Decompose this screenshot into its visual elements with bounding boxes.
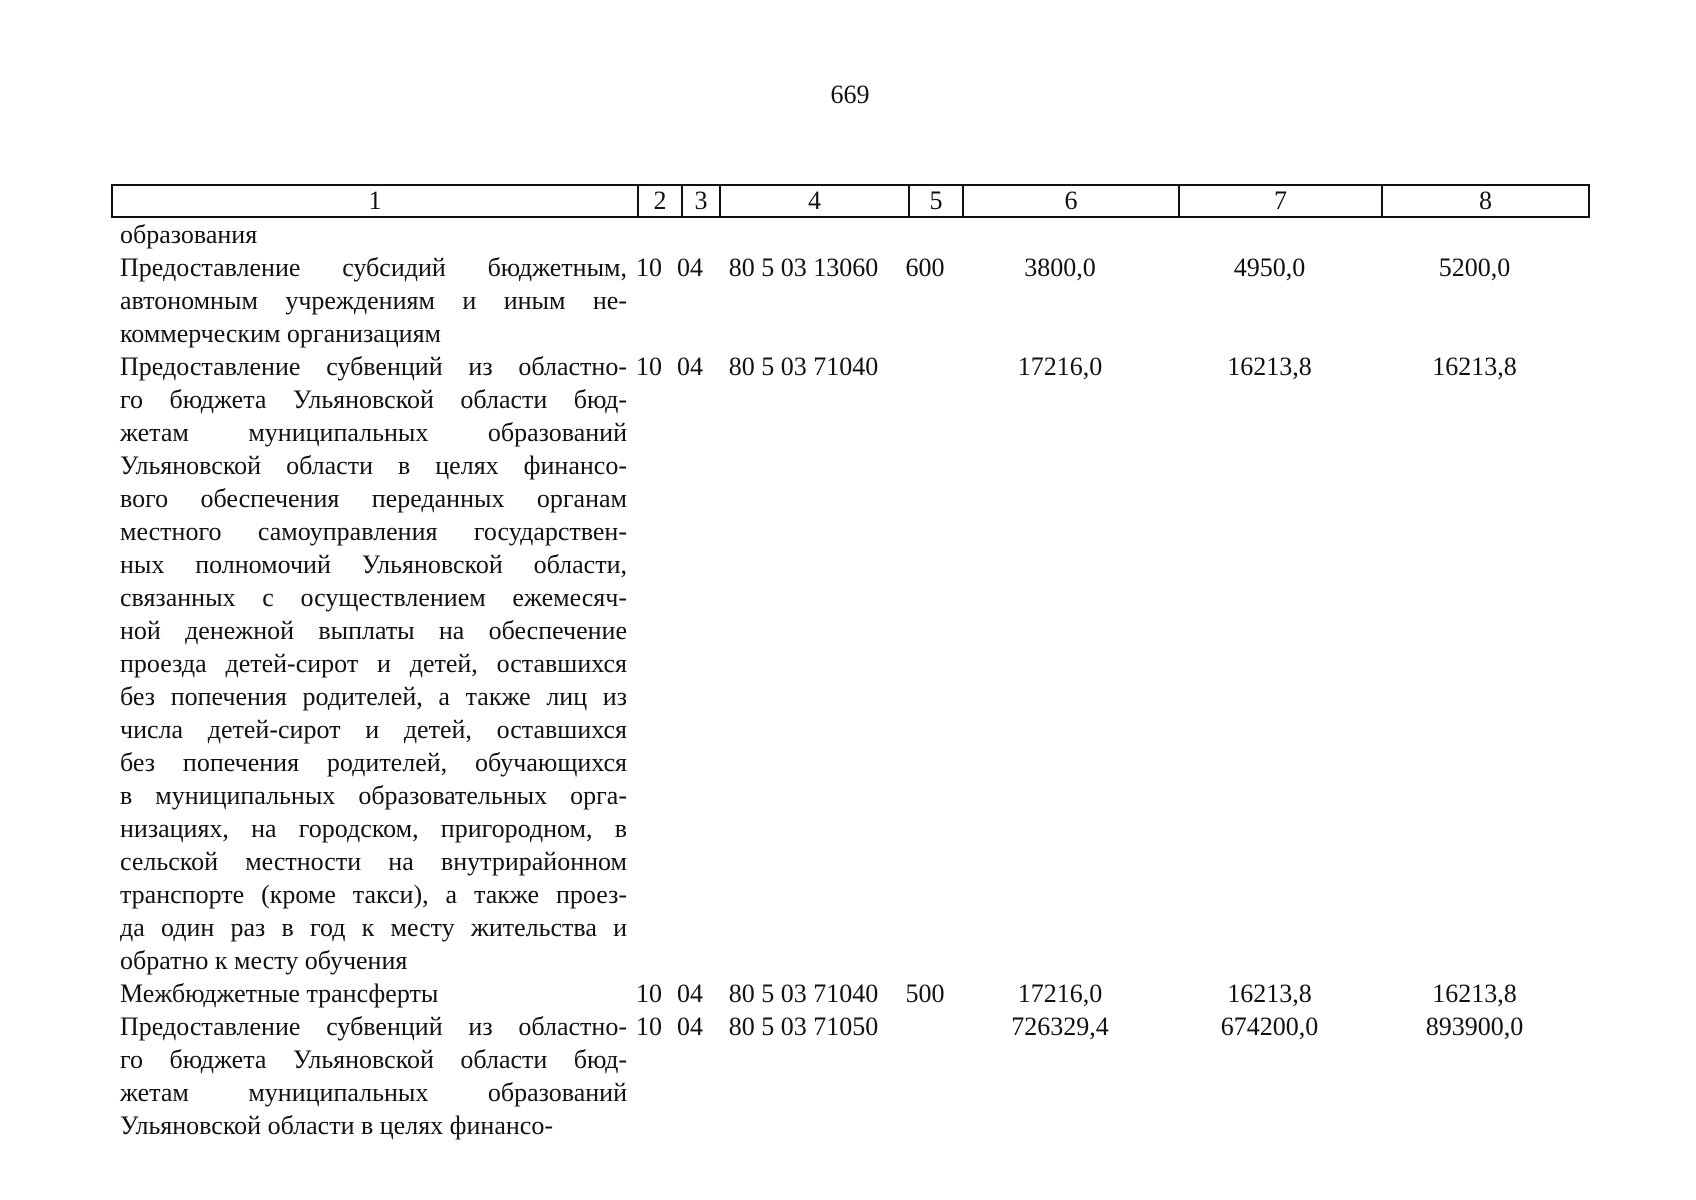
cell-c5: 600 [905, 253, 945, 282]
description-line: жетам муниципальных образований [120, 418, 627, 447]
header-col-2: 2 [638, 185, 682, 217]
budget-table-body [111, 218, 1611, 1142]
cell-c6: 726329,4 [1011, 1012, 1109, 1041]
description-line: связанных с осуществлением ежемесяч- [120, 583, 627, 612]
row-description [111, 350, 627, 977]
cell-c4: 80 5 03 13060 [728, 253, 879, 282]
table-row [111, 1010, 1611, 1142]
table-row [111, 218, 1611, 251]
cell-c6: 3800,0 [1024, 253, 1096, 282]
cell-c8: 5200,0 [1438, 253, 1511, 282]
description-line: без попечения родителей, обучающихся [120, 748, 627, 777]
header-col-4: 4 [720, 185, 909, 217]
row-description [111, 218, 627, 251]
description-line: го бюджета Ульяновской области бюд- [120, 1045, 627, 1074]
header-col-7: 7 [1179, 185, 1382, 217]
cell-c7: 16213,8 [1227, 352, 1312, 381]
cell-c4: 80 5 03 71040 [728, 979, 879, 1008]
cell-c4: 80 5 03 71050 [728, 1012, 879, 1041]
header-col-1: 1 [112, 185, 638, 217]
description-line: проезда детей-сирот и детей, оставшихся [120, 649, 627, 678]
description-line: ных полномочий Ульяновской области, [120, 550, 627, 579]
header-col-3: 3 [682, 185, 720, 217]
cell-c5: 500 [905, 979, 945, 1008]
description-line: автономным учреждениям и иным не- [120, 286, 627, 315]
description-line: сельской местности на внутрирайонном [120, 847, 627, 876]
page-number: 669 [830, 80, 870, 109]
cell-c2: 10 [636, 253, 662, 282]
description-line: го бюджета Ульяновской области бюд- [120, 385, 627, 414]
table-row [111, 251, 1611, 350]
description-line: вого обеспечения переданных органам [120, 484, 627, 513]
row-description [111, 977, 627, 1010]
cell-c3: 04 [677, 253, 703, 282]
cell-c7: 674200,0 [1220, 1012, 1319, 1041]
cell-c2: 10 [636, 1012, 662, 1041]
cell-c3: 04 [677, 1012, 703, 1041]
header-col-6: 6 [963, 185, 1179, 217]
description-line: Предоставление субвенций из областно- [120, 1012, 627, 1041]
row-description [111, 1010, 627, 1142]
cell-c7: 4950,0 [1233, 253, 1306, 282]
cell-c6: 17216,0 [1017, 979, 1103, 1008]
cell-c8: 893900,0 [1425, 1012, 1524, 1041]
description-line: жетам муниципальных образований [120, 1078, 627, 1107]
description-line: Межбюджетные трансферты [120, 979, 439, 1008]
header-col-8: 8 [1382, 185, 1589, 217]
description-line: образования [120, 220, 258, 249]
cell-c8: 16213,8 [1432, 352, 1517, 381]
cell-c6: 17216,0 [1017, 352, 1103, 381]
table-row [111, 350, 1611, 977]
cell-c3: 04 [677, 352, 703, 381]
cell-c2: 10 [636, 979, 662, 1008]
description-line: в муниципальных образовательных орга- [120, 781, 627, 810]
description-line: коммерческим организациям [120, 319, 442, 348]
description-line: Ульяновской области в целях финансо- [120, 1111, 553, 1140]
cell-c3: 04 [677, 979, 703, 1008]
description-line: Предоставление субвенций из областно- [120, 352, 627, 381]
row-description [111, 251, 627, 350]
header-col-5: 5 [909, 185, 963, 217]
description-line: да один раз в год к месту жительства и [120, 913, 627, 942]
description-line: Ульяновской области в целях финансо- [120, 451, 627, 480]
description-line: низациях, на городском, пригородном, в [120, 814, 627, 843]
description-line: транспорте (кроме такси), а также проез- [120, 880, 627, 909]
cell-c4: 80 5 03 71040 [728, 352, 879, 381]
description-line: обратно к месту обучения [120, 946, 408, 975]
description-line: без попечения родителей, а также лиц из [120, 682, 627, 711]
description-line: местного самоуправления государствен- [120, 517, 627, 546]
description-line: числа детей-сирот и детей, оставшихся [120, 715, 627, 744]
table-row [111, 977, 1611, 1010]
description-line: ной денежной выплаты на обеспечение [120, 616, 627, 645]
column-header-row [111, 184, 1590, 218]
cell-c7: 16213,8 [1227, 979, 1312, 1008]
cell-c2: 10 [636, 352, 662, 381]
cell-c8: 16213,8 [1432, 979, 1517, 1008]
description-line: Предоставление субсидий бюджетным, [120, 253, 627, 282]
